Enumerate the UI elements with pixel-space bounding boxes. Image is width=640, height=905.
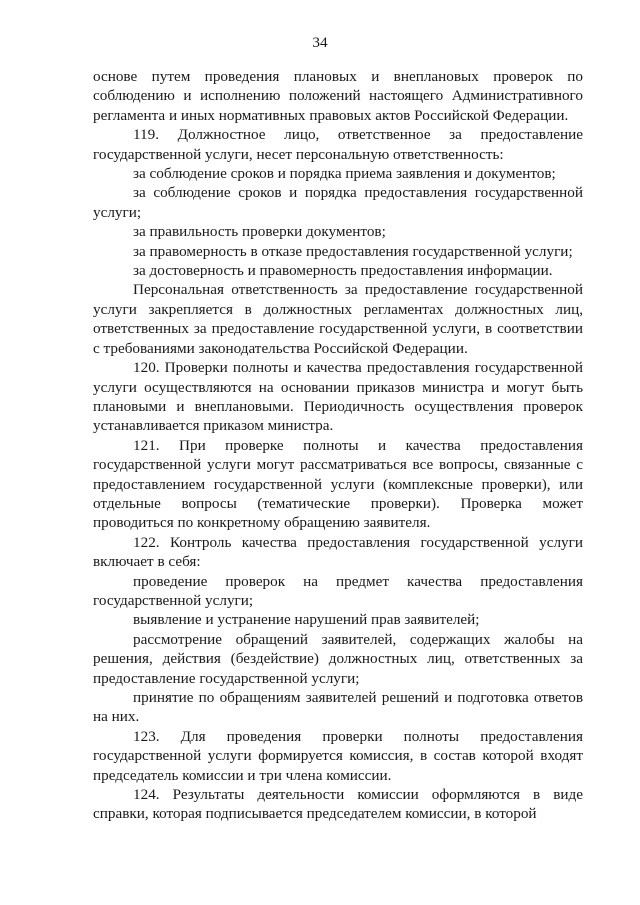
paragraph: 122. Контроль качества предоставления государственной услуги включает в себя: bbox=[93, 533, 583, 571]
paragraph: за правильность проверки документов; bbox=[133, 223, 386, 241]
paragraph: 119. Должностное лицо, ответственное за предоставление государственной услуги, несет персональную ответственность: bbox=[93, 126, 583, 163]
paragraph: 121. При проверке полноты и качества предоставления государственной услуги могут рассматриваться все вопросы, связанные с предоставлением государственной услуги (комплексные проверки), или отдельные вопросы (тематические проверки). Проверка может проводиться по конкретному обращению заявителя. bbox=[93, 436, 583, 532]
paragraph: принятие по обращениям заявителей решений и подготовка ответов на них. bbox=[93, 689, 583, 726]
paragraph: 123. Для проведения проверки полноты предоставления государственной услуги формируется комиссия, в состав которой входят председатель комиссии и три члена комиссии. bbox=[93, 727, 583, 784]
paragraph: 124. Результаты деятельности комиссии оформляются в виде справки, которая подписывается председателем комиссии, в которой bbox=[93, 786, 583, 823]
paragraph: рассмотрение обращений заявителей, содержащих жалобы на решения, действия (бездействие) должностных лиц, ответственных за предоставление государственной услуги; bbox=[93, 630, 583, 687]
paragraph: за достоверность и правомерность предоставления информации. bbox=[133, 262, 553, 280]
document-body bbox=[93, 67, 583, 824]
page-number: 34 bbox=[312, 34, 328, 51]
paragraph: за правомерность в отказе предоставления государственной услуги; bbox=[133, 242, 573, 260]
paragraph: проведение проверок на предмет качества предоставления государственной услуги; bbox=[93, 572, 583, 609]
paragraph: основе путем проведения плановых и внеплановых проверок по соблюдению и исполнению положений настоящего Административного регламента и иных нормативных правовых актов Российской Федерации. bbox=[93, 68, 583, 124]
paragraph: выявление и устранение нарушений прав заявителей; bbox=[133, 611, 480, 629]
paragraph: за соблюдение сроков и порядка приема заявления и документов; bbox=[133, 165, 556, 183]
paragraph: Персональная ответственность за предоставление государственной услуги закрепляется в должностных регламентах должностных лиц, ответственных за предоставление государственной услуги, в соответствии с требованиями законодательства Российской Федерации. bbox=[93, 281, 583, 357]
paragraph: 120. Проверки полноты и качества предоставления государственной услуги осуществляются на основании приказов министра и могут быть плановыми и внеплановыми. Периодичность осуществления проверок устанавливается приказом министра. bbox=[93, 359, 583, 435]
paragraph: за соблюдение сроков и порядка предоставления государственной услуги; bbox=[93, 184, 583, 221]
